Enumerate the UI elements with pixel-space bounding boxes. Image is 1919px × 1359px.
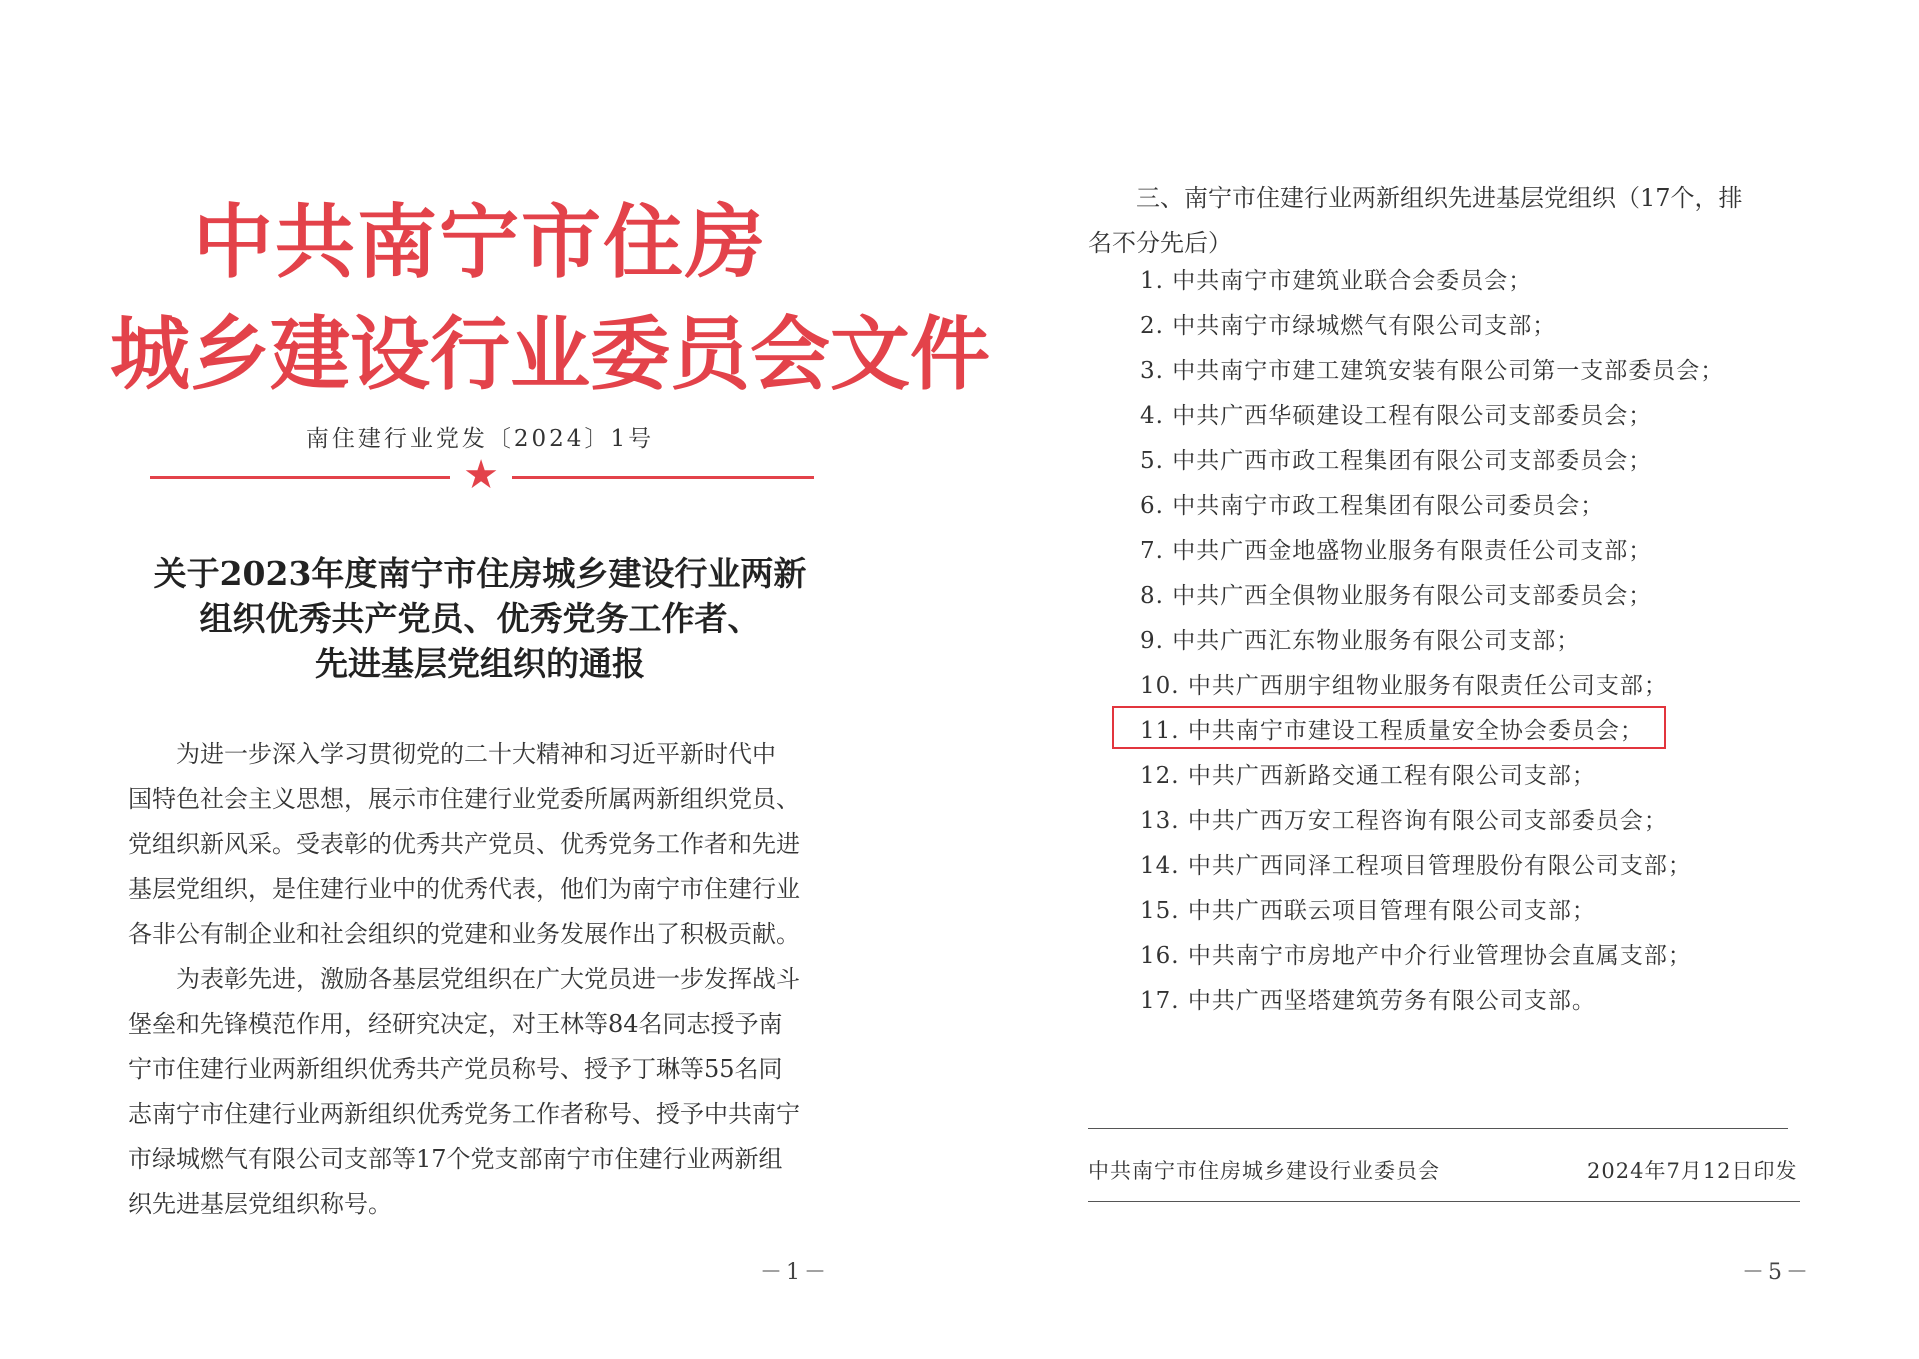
issue-date: 2024年7月12日印发 <box>1587 1159 1798 1183</box>
right-page <box>960 0 1919 1359</box>
body-paragraph-2 <box>128 957 846 1227</box>
list-item: 4. 中共广西华硕建设工程有限公司支部委员会； <box>1140 403 1653 429</box>
paragraph-line: 基层党组织，是住建行业中的优秀代表，他们为南宁市住建行业 <box>128 875 800 903</box>
paragraph-line: 志南宁市住建行业两新组织优秀党务工作者称号、授予中共南宁 <box>128 1100 800 1128</box>
list-item: 8. 中共广西全俱物业服务有限公司支部委员会； <box>1140 583 1653 609</box>
list-item: 3. 中共南宁市建工建筑安装有限公司第一支部委员会； <box>1140 358 1725 384</box>
issuer: 中共南宁市住房城乡建设行业委员会 <box>1088 1159 1440 1183</box>
organization-list <box>1140 259 1780 1024</box>
document-number: 南住建行业党发〔2024〕1号 <box>305 426 655 452</box>
list-item: 17. 中共广西坚塔建筑劳务有限公司支部。 <box>1140 988 1596 1014</box>
list-item: 5. 中共广西市政工程集团有限公司支部委员会； <box>1140 448 1653 474</box>
list-item: 2. 中共南宁市绿城燃气有限公司支部； <box>1140 313 1557 339</box>
list-item: 12. 中共广西新路交通工程有限公司支部； <box>1140 763 1596 789</box>
masthead-line-2: 城乡建设行业委员会文件 <box>110 308 990 401</box>
page-number-right: －5－ <box>1742 1260 1812 1285</box>
body-paragraph-1 <box>128 732 846 957</box>
paragraph-line: 为进一步深入学习贯彻党的二十大精神和习近平新时代中 <box>128 740 776 768</box>
paragraph-line: 党组织新风采。受表彰的优秀共产党员、优秀党务工作者和先进 <box>128 830 800 858</box>
paragraph-line: 各非公有制企业和社会组织的党建和业务发展作出了积极贡献。 <box>128 920 800 948</box>
footer-rule-bottom <box>1088 1201 1800 1202</box>
paragraph-line: 宁市住建行业两新组织优秀共产党员称号、授予丁琳等55名同 <box>128 1055 783 1083</box>
list-item: 13. 中共广西万安工程咨询有限公司支部委员会； <box>1140 808 1668 834</box>
paragraph-line: 市绿城燃气有限公司支部等17个党支部南宁市住建行业两新组 <box>128 1145 783 1173</box>
list-item: 10. 中共广西朋宇组物业服务有限责任公司支部； <box>1140 673 1668 699</box>
highlight-box <box>1112 706 1666 749</box>
list-item: 15. 中共广西联云项目管理有限公司支部； <box>1140 898 1596 924</box>
red-star-icon: ★ <box>463 452 499 498</box>
section-heading-line-1: 三、南宁市住建行业两新组织先进基层党组织（17个，排 <box>1088 184 1743 212</box>
section-heading <box>1088 176 1768 266</box>
list-item: 6. 中共南宁市政工程集团有限公司委员会； <box>1140 493 1605 519</box>
paragraph-line: 堡垒和先锋模范作用，经研究决定，对王林等84名同志授予南 <box>128 1010 783 1038</box>
list-item: 9. 中共广西汇东物业服务有限公司支部； <box>1140 628 1581 654</box>
footer-rule-top <box>1088 1128 1788 1129</box>
red-rule-right <box>512 476 814 479</box>
paragraph-line: 织先进基层党组织称号。 <box>128 1190 392 1218</box>
paragraph-line: 为表彰先进，激励各基层党组织在广大党员进一步发挥战斗 <box>128 965 800 993</box>
document-title-line-2: 组织优秀共产党员、优秀党务工作者、 <box>199 599 761 638</box>
list-item: 1. 中共南宁市建筑业联合会委员会； <box>1140 268 1533 294</box>
list-item: 7. 中共广西金地盛物业服务有限责任公司支部； <box>1140 538 1653 564</box>
list-item: 16. 中共南宁市房地产中介行业管理协会直属支部； <box>1140 943 1692 969</box>
paragraph-line: 国特色社会主义思想，展示市住建行业党委所属两新组织党员、 <box>128 785 800 813</box>
section-heading-line-2: 名不分先后） <box>1088 229 1232 257</box>
red-rule-left <box>150 476 450 479</box>
list-item: 14. 中共广西同泽工程项目管理股份有限公司支部； <box>1140 853 1692 879</box>
list-item-highlighted: 11. 中共南宁市建设工程质量安全协会委员会； <box>1140 718 1644 744</box>
document-title-line-3: 先进基层党组织的通报 <box>315 644 645 683</box>
document-title-line-1: 关于2023年度南宁市住房城乡建设行业两新 <box>153 554 807 593</box>
masthead-line-1: 中共南宁市住房 <box>193 196 767 289</box>
page-number-left: －1－ <box>760 1260 830 1285</box>
